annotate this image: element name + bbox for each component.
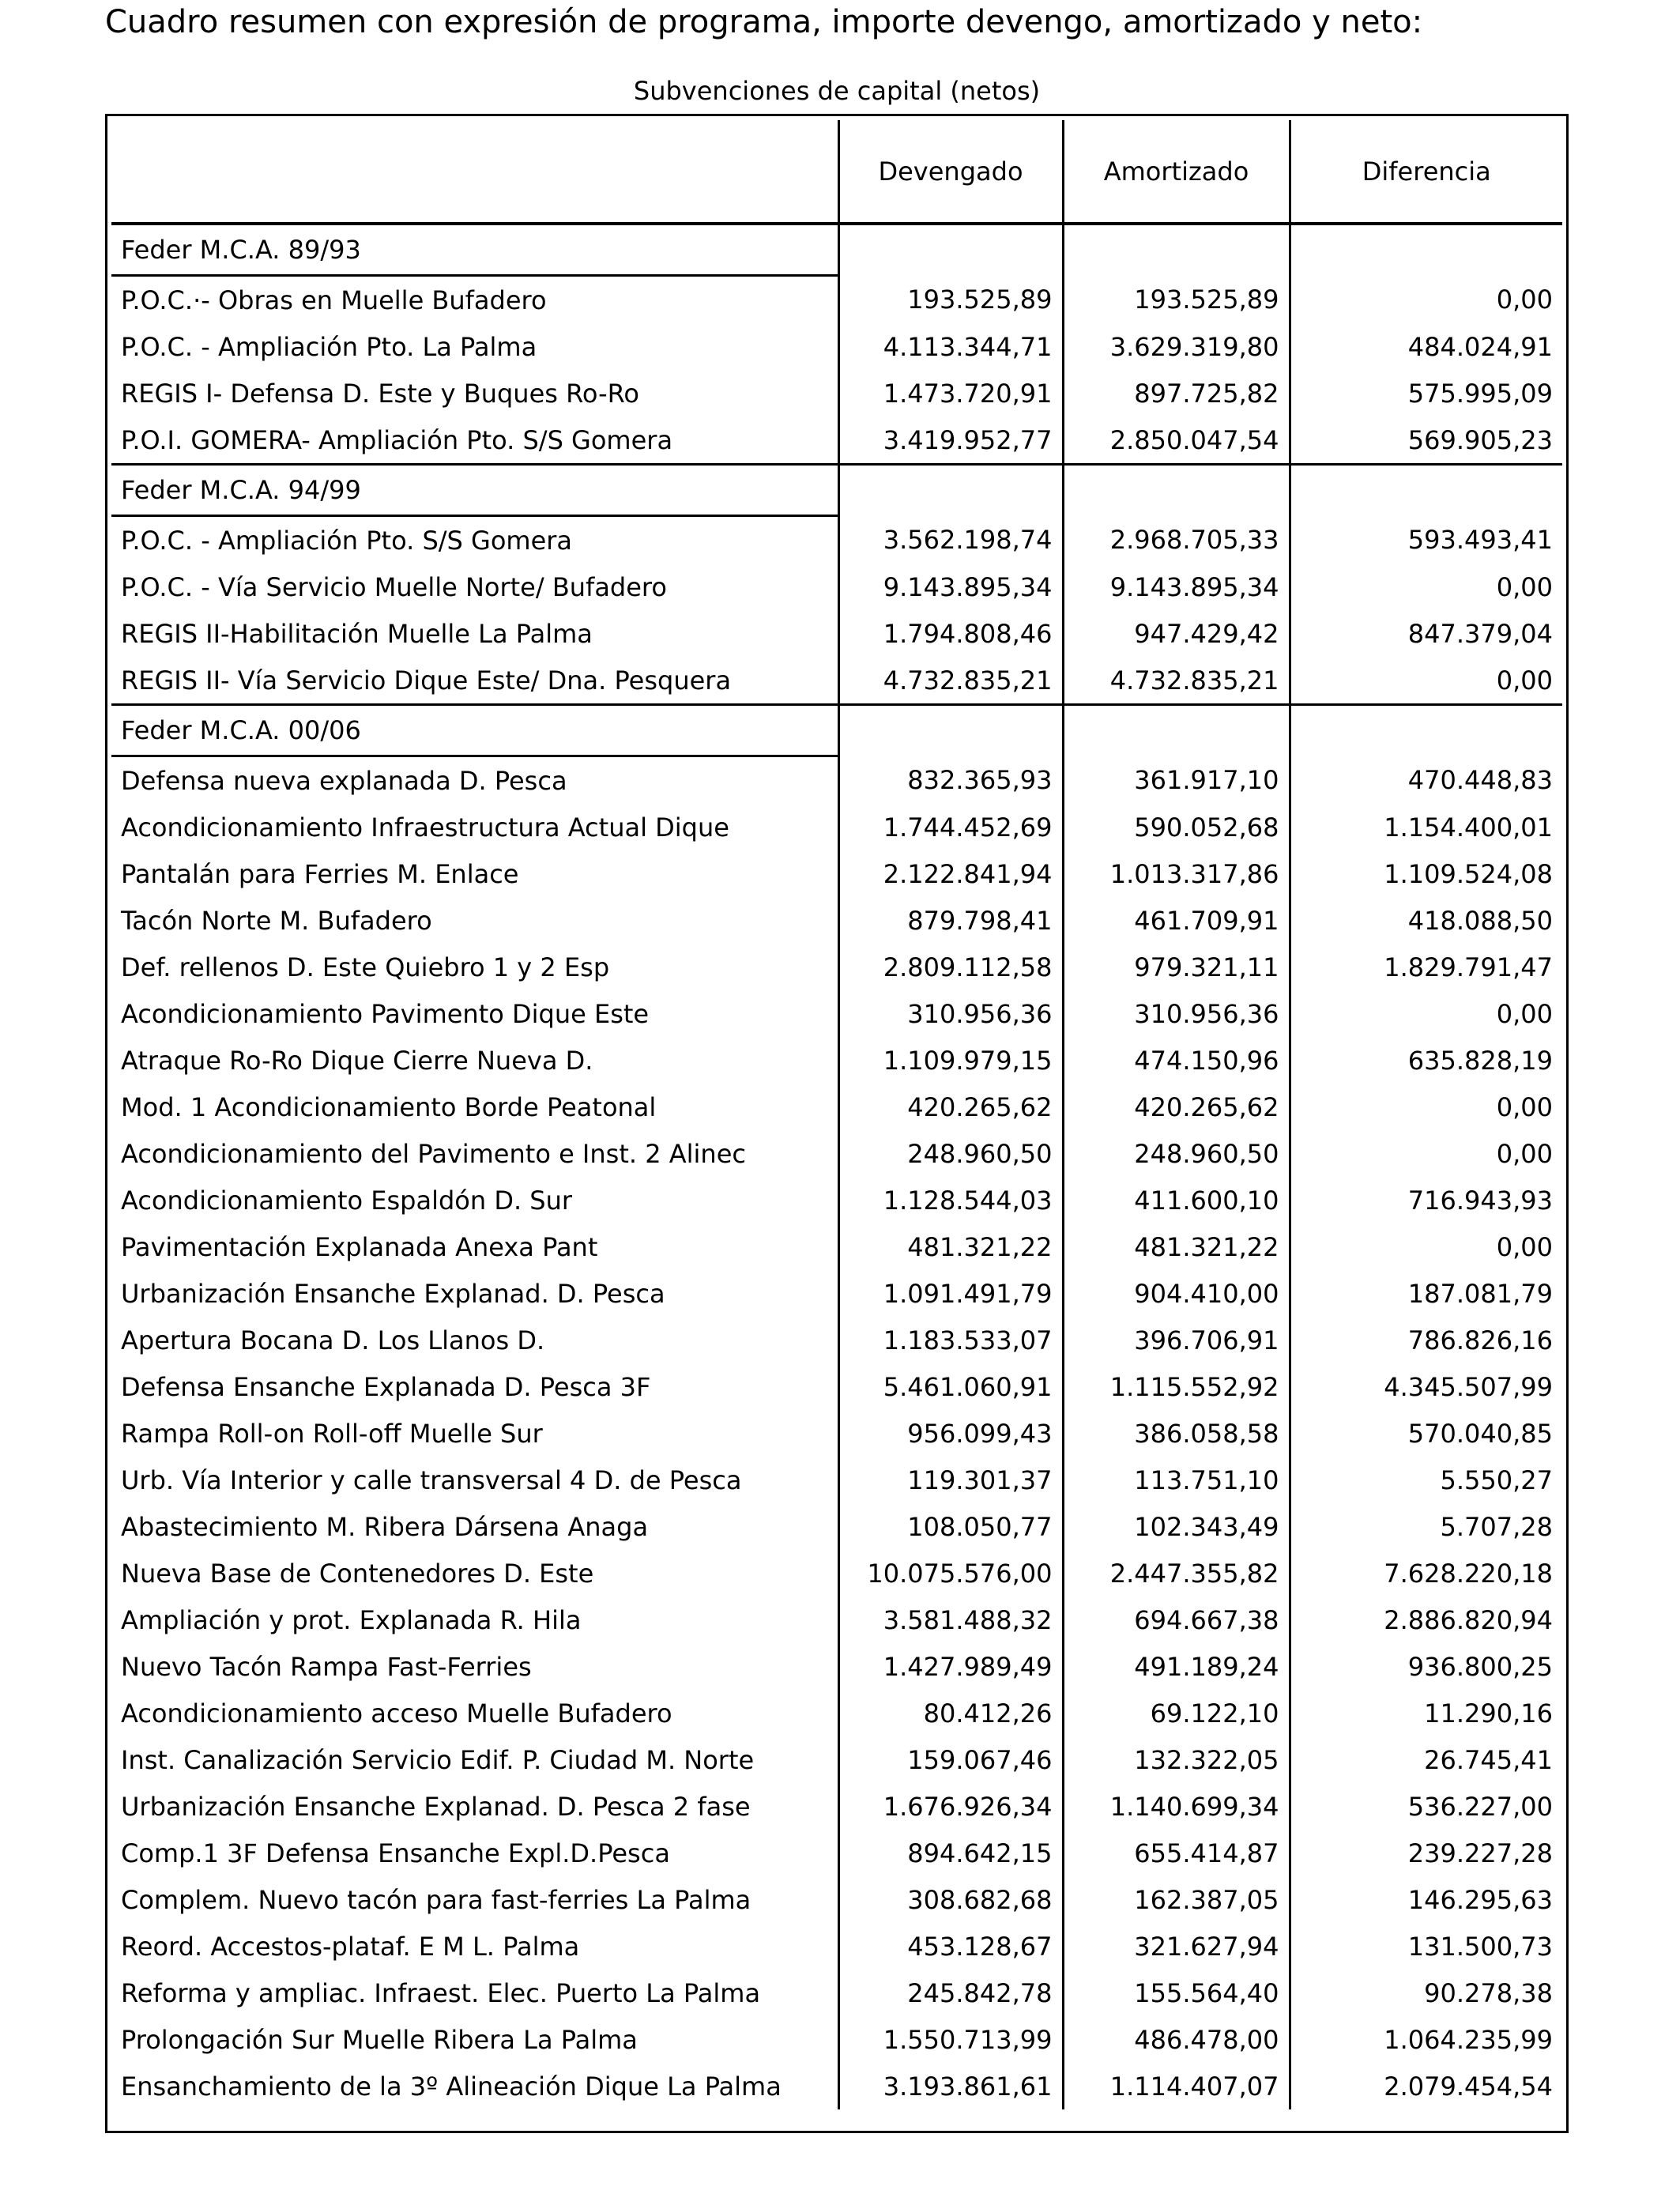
row-devengado: 1.183.533,07	[838, 1317, 1063, 1363]
row-devengado: 4.732.835,21	[838, 657, 1063, 705]
row-concept: Acondicionamiento Espaldón D. Sur	[121, 1185, 573, 1216]
table-row	[111, 804, 1562, 850]
table-row	[111, 990, 1562, 1037]
row-devengado: 1.427.989,49	[838, 1643, 1063, 1690]
row-diferencia: 26.745,41	[1290, 1736, 1562, 1783]
row-amortizado: 2.850.047,54	[1063, 417, 1290, 465]
row-concept: Reord. Accestos-plataf. E M L. Palma	[121, 1931, 580, 1962]
row-amortizado: 590.052,68	[1063, 804, 1290, 850]
row-devengado: 3.419.952,77	[838, 417, 1063, 465]
row-concept: Defensa Ensanche Explanada D. Pesca 3F	[121, 1371, 651, 1402]
row-diferencia: 936.800,25	[1290, 1643, 1562, 1690]
row-amortizado: 9.143.895,34	[1063, 564, 1290, 610]
row-diferencia: 0,00	[1290, 1084, 1562, 1130]
row-devengado: 879.798,41	[838, 897, 1063, 944]
group-title: Feder M.C.A. 89/93	[111, 224, 838, 276]
column-header-label	[111, 120, 838, 224]
table-header-row	[111, 120, 1562, 224]
table-row	[111, 1177, 1562, 1223]
row-amortizado: 1.013.317,86	[1063, 850, 1290, 897]
table-row	[111, 610, 1562, 657]
row-concept: Tacón Norte M. Bufadero	[121, 905, 432, 936]
table-frame	[105, 114, 1569, 2133]
row-diferencia: 1.064.235,99	[1290, 2016, 1562, 2063]
row-diferencia: 2.079.454,54	[1290, 2063, 1562, 2109]
table-row	[111, 1084, 1562, 1130]
row-amortizado: 321.627,94	[1063, 1923, 1290, 1970]
row-diferencia: 90.278,38	[1290, 1970, 1562, 2016]
row-amortizado: 193.525,89	[1063, 276, 1290, 324]
row-diferencia: 146.295,63	[1290, 1876, 1562, 1923]
row-concept: Mod. 1 Acondicionamiento Borde Peatonal	[121, 1091, 657, 1122]
row-devengado: 10.075.576,00	[838, 1550, 1063, 1596]
table-title: Subvenciones de capital (netos)	[633, 76, 1041, 106]
row-devengado: 420.265,62	[838, 1084, 1063, 1130]
group-title: Feder M.C.A. 94/99	[111, 465, 838, 516]
table-row	[111, 564, 1562, 610]
row-devengado: 832.365,93	[838, 756, 1063, 805]
table-row	[111, 1410, 1562, 1457]
row-concept: Pavimentación Explanada Anexa Pant	[121, 1231, 598, 1262]
row-concept: Acondicionamiento acceso Muelle Bufadero	[121, 1698, 672, 1728]
row-amortizado: 904.410,00	[1063, 1270, 1290, 1317]
row-concept: Acondicionamiento del Pavimento e Inst. 2 Alinec	[121, 1138, 746, 1169]
row-devengado: 308.682,68	[838, 1876, 1063, 1923]
row-diferencia: 5.550,27	[1290, 1457, 1562, 1503]
row-concept: Urbanización Ensanche Explanad. D. Pesca 2 fase	[121, 1791, 751, 1822]
table-row	[111, 1596, 1562, 1643]
row-concept: Pantalán para Ferries M. Enlace	[121, 858, 519, 889]
row-devengado: 119.301,37	[838, 1457, 1063, 1503]
group-header-row	[111, 465, 1562, 516]
row-concept: Complem. Nuevo tacón para fast-ferries La Palma	[121, 1884, 751, 1915]
table-row	[111, 1783, 1562, 1830]
row-concept: Urbanización Ensanche Explanad. D. Pesca	[121, 1278, 665, 1309]
group-empty-cell	[838, 224, 1063, 276]
row-amortizado: 386.058,58	[1063, 1410, 1290, 1457]
row-amortizado: 461.709,91	[1063, 897, 1290, 944]
row-devengado: 1.550.713,99	[838, 2016, 1063, 2063]
row-devengado: 3.193.861,61	[838, 2063, 1063, 2109]
row-amortizado: 69.122,10	[1063, 1690, 1290, 1736]
row-diferencia: 593.493,41	[1290, 516, 1562, 564]
group-empty-cell	[1290, 224, 1562, 276]
row-diferencia: 1.109.524,08	[1290, 850, 1562, 897]
row-devengado: 80.412,26	[838, 1690, 1063, 1736]
group-empty-cell	[1290, 465, 1562, 516]
row-concept: P.O.C. - Ampliación Pto. La Palma	[121, 331, 537, 362]
row-amortizado: 486.478,00	[1063, 2016, 1290, 2063]
row-amortizado: 113.751,10	[1063, 1457, 1290, 1503]
row-devengado: 3.562.198,74	[838, 516, 1063, 564]
row-concept: P.O.C. - Vía Servicio Muelle Norte/ Bufadero	[121, 571, 667, 602]
column-header-diferencia: Diferencia	[1290, 120, 1562, 224]
table-row	[111, 516, 1562, 564]
row-diferencia: 0,00	[1290, 990, 1562, 1037]
row-diferencia: 569.905,23	[1290, 417, 1562, 465]
row-devengado: 956.099,43	[838, 1410, 1063, 1457]
row-diferencia: 0,00	[1290, 564, 1562, 610]
table-row	[111, 897, 1562, 944]
row-amortizado: 396.706,91	[1063, 1317, 1290, 1363]
row-diferencia: 131.500,73	[1290, 1923, 1562, 1970]
table-row	[111, 1736, 1562, 1783]
row-concept: REGIS II- Vía Servicio Dique Este/ Dna. Pesquera	[121, 665, 732, 696]
row-amortizado: 2.968.705,33	[1063, 516, 1290, 564]
row-diferencia: 847.379,04	[1290, 610, 1562, 657]
group-header-row	[111, 705, 1562, 756]
table-row	[111, 1643, 1562, 1690]
row-concept: REGIS II-Habilitación Muelle La Palma	[121, 618, 593, 649]
table-row	[111, 323, 1562, 370]
row-diferencia: 470.448,83	[1290, 756, 1562, 805]
row-devengado: 1.128.544,03	[838, 1177, 1063, 1223]
row-concept: P.O.C.·- Obras en Muelle Bufadero	[121, 285, 547, 315]
table-row	[111, 2016, 1562, 2063]
row-diferencia: 5.707,28	[1290, 1503, 1562, 1550]
row-devengado: 245.842,78	[838, 1970, 1063, 2016]
row-devengado: 1.676.926,34	[838, 1783, 1063, 1830]
row-diferencia: 7.628.220,18	[1290, 1550, 1562, 1596]
group-empty-cell	[838, 465, 1063, 516]
row-diferencia: 11.290,16	[1290, 1690, 1562, 1736]
row-diferencia: 575.995,09	[1290, 370, 1562, 417]
row-diferencia: 239.227,28	[1290, 1830, 1562, 1876]
table-row	[111, 1970, 1562, 2016]
row-amortizado: 102.343,49	[1063, 1503, 1290, 1550]
group-empty-cell	[1063, 705, 1290, 756]
table-row	[111, 1270, 1562, 1317]
row-amortizado: 481.321,22	[1063, 1223, 1290, 1270]
row-concept: REGIS I- Defensa D. Este y Buques Ro-Ro	[121, 378, 639, 409]
table-row	[111, 2063, 1562, 2109]
row-concept: Def. rellenos D. Este Quiebro 1 y 2 Esp	[121, 952, 610, 982]
row-devengado: 248.960,50	[838, 1130, 1063, 1177]
group-empty-cell	[1290, 705, 1562, 756]
page-heading: Cuadro resumen con expresión de programa, importe devengo, amortizado y neto:	[105, 4, 1423, 40]
row-diferencia: 187.081,79	[1290, 1270, 1562, 1317]
row-diferencia: 570.040,85	[1290, 1410, 1562, 1457]
row-amortizado: 155.564,40	[1063, 1970, 1290, 2016]
group-empty-cell	[838, 705, 1063, 756]
row-concept: Atraque Ro-Ro Dique Cierre Nueva D.	[121, 1045, 593, 1076]
row-amortizado: 655.414,87	[1063, 1830, 1290, 1876]
row-concept: Abastecimiento M. Ribera Dársena Anaga	[121, 1511, 649, 1542]
table-row	[111, 1457, 1562, 1503]
row-amortizado: 132.322,05	[1063, 1736, 1290, 1783]
row-devengado: 1.744.452,69	[838, 804, 1063, 850]
row-concept: Prolongación Sur Muelle Ribera La Palma	[121, 2024, 638, 2055]
row-amortizado: 2.447.355,82	[1063, 1550, 1290, 1596]
row-diferencia: 536.227,00	[1290, 1783, 1562, 1830]
table-body	[111, 224, 1562, 2109]
row-devengado: 9.143.895,34	[838, 564, 1063, 610]
group-title: Feder M.C.A. 00/06	[111, 705, 838, 756]
group-header-row	[111, 224, 1562, 276]
row-diferencia: 786.826,16	[1290, 1317, 1562, 1363]
row-devengado: 2.122.841,94	[838, 850, 1063, 897]
row-concept: Nuevo Tacón Rampa Fast-Ferries	[121, 1651, 532, 1682]
row-concept: Acondicionamiento Pavimento Dique Este	[121, 998, 650, 1029]
row-concept: Reforma y ampliac. Infraest. Elec. Puerto La Palma	[121, 1977, 761, 2008]
row-devengado: 193.525,89	[838, 276, 1063, 324]
row-concept: Comp.1 3F Defensa Ensanche Expl.D.Pesca	[121, 1838, 670, 1868]
row-concept: Defensa nueva explanada D. Pesca	[121, 765, 567, 796]
row-concept: P.O.I. GOMERA- Ampliación Pto. S/S Gomera	[121, 424, 673, 455]
table-row	[111, 1550, 1562, 1596]
table-row	[111, 370, 1562, 417]
row-devengado: 894.642,15	[838, 1830, 1063, 1876]
row-diferencia: 418.088,50	[1290, 897, 1562, 944]
row-amortizado: 491.189,24	[1063, 1643, 1290, 1690]
row-amortizado: 474.150,96	[1063, 1037, 1290, 1084]
row-devengado: 5.461.060,91	[838, 1363, 1063, 1410]
row-diferencia: 2.886.820,94	[1290, 1596, 1562, 1643]
row-devengado: 1.794.808,46	[838, 610, 1063, 657]
row-devengado: 3.581.488,32	[838, 1596, 1063, 1643]
table-row	[111, 850, 1562, 897]
row-amortizado: 1.140.699,34	[1063, 1783, 1290, 1830]
subsidies-table	[111, 120, 1562, 2109]
table-row	[111, 1317, 1562, 1363]
row-amortizado: 4.732.835,21	[1063, 657, 1290, 705]
table-row	[111, 944, 1562, 990]
row-concept: Inst. Canalización Servicio Edif. P. Ciudad M. Norte	[121, 1744, 755, 1775]
row-devengado: 453.128,67	[838, 1923, 1063, 1970]
row-devengado: 2.809.112,58	[838, 944, 1063, 990]
table-row	[111, 1830, 1562, 1876]
row-devengado: 159.067,46	[838, 1736, 1063, 1783]
row-concept: P.O.C. - Ampliación Pto. S/S Gomera	[121, 525, 573, 556]
row-diferencia: 716.943,93	[1290, 1177, 1562, 1223]
row-concept: Ensanchamiento de la 3º Alineación Dique La Palma	[121, 2071, 782, 2102]
row-diferencia: 635.828,19	[1290, 1037, 1562, 1084]
row-amortizado: 420.265,62	[1063, 1084, 1290, 1130]
row-amortizado: 947.429,42	[1063, 610, 1290, 657]
row-concept: Nueva Base de Contenedores D. Este	[121, 1558, 594, 1589]
row-amortizado: 248.960,50	[1063, 1130, 1290, 1177]
row-diferencia: 4.345.507,99	[1290, 1363, 1562, 1410]
row-diferencia: 0,00	[1290, 657, 1562, 705]
row-devengado: 1.473.720,91	[838, 370, 1063, 417]
table-row	[111, 1690, 1562, 1736]
table-row	[111, 756, 1562, 805]
row-concept: Urb. Vía Interior y calle transversal 4 D. de Pesca	[121, 1465, 742, 1495]
table-row	[111, 276, 1562, 324]
row-diferencia: 1.154.400,01	[1290, 804, 1562, 850]
row-diferencia: 1.829.791,47	[1290, 944, 1562, 990]
row-amortizado: 897.725,82	[1063, 370, 1290, 417]
table-row	[111, 1876, 1562, 1923]
column-header-amortizado: Amortizado	[1063, 120, 1290, 224]
table-row	[111, 1503, 1562, 1550]
row-amortizado: 3.629.319,80	[1063, 323, 1290, 370]
column-header-devengado: Devengado	[838, 120, 1063, 224]
row-concept: Rampa Roll-on Roll-off Muelle Sur	[121, 1418, 543, 1449]
table-row	[111, 1130, 1562, 1177]
row-amortizado: 361.917,10	[1063, 756, 1290, 805]
row-amortizado: 162.387,05	[1063, 1876, 1290, 1923]
row-concept: Acondicionamiento Infraestructura Actual Dique	[121, 812, 729, 843]
row-diferencia: 0,00	[1290, 1130, 1562, 1177]
row-amortizado: 694.667,38	[1063, 1596, 1290, 1643]
row-diferencia: 0,00	[1290, 276, 1562, 324]
table-row	[111, 417, 1562, 465]
row-amortizado: 1.115.552,92	[1063, 1363, 1290, 1410]
row-devengado: 1.109.979,15	[838, 1037, 1063, 1084]
row-amortizado: 310.956,36	[1063, 990, 1290, 1037]
row-devengado: 310.956,36	[838, 990, 1063, 1037]
table-row	[111, 657, 1562, 705]
row-devengado: 4.113.344,71	[838, 323, 1063, 370]
table-row	[111, 1037, 1562, 1084]
row-diferencia: 0,00	[1290, 1223, 1562, 1270]
group-empty-cell	[1063, 465, 1290, 516]
row-amortizado: 979.321,11	[1063, 944, 1290, 990]
row-devengado: 1.091.491,79	[838, 1270, 1063, 1317]
group-empty-cell	[1063, 224, 1290, 276]
row-devengado: 481.321,22	[838, 1223, 1063, 1270]
row-concept: Ampliación y prot. Explanada R. Hila	[121, 1604, 582, 1635]
table-row	[111, 1223, 1562, 1270]
row-amortizado: 1.114.407,07	[1063, 2063, 1290, 2109]
row-diferencia: 484.024,91	[1290, 323, 1562, 370]
table-row	[111, 1363, 1562, 1410]
row-devengado: 108.050,77	[838, 1503, 1063, 1550]
table-row	[111, 1923, 1562, 1970]
row-amortizado: 411.600,10	[1063, 1177, 1290, 1223]
row-concept: Apertura Bocana D. Los Llanos D.	[121, 1325, 545, 1355]
